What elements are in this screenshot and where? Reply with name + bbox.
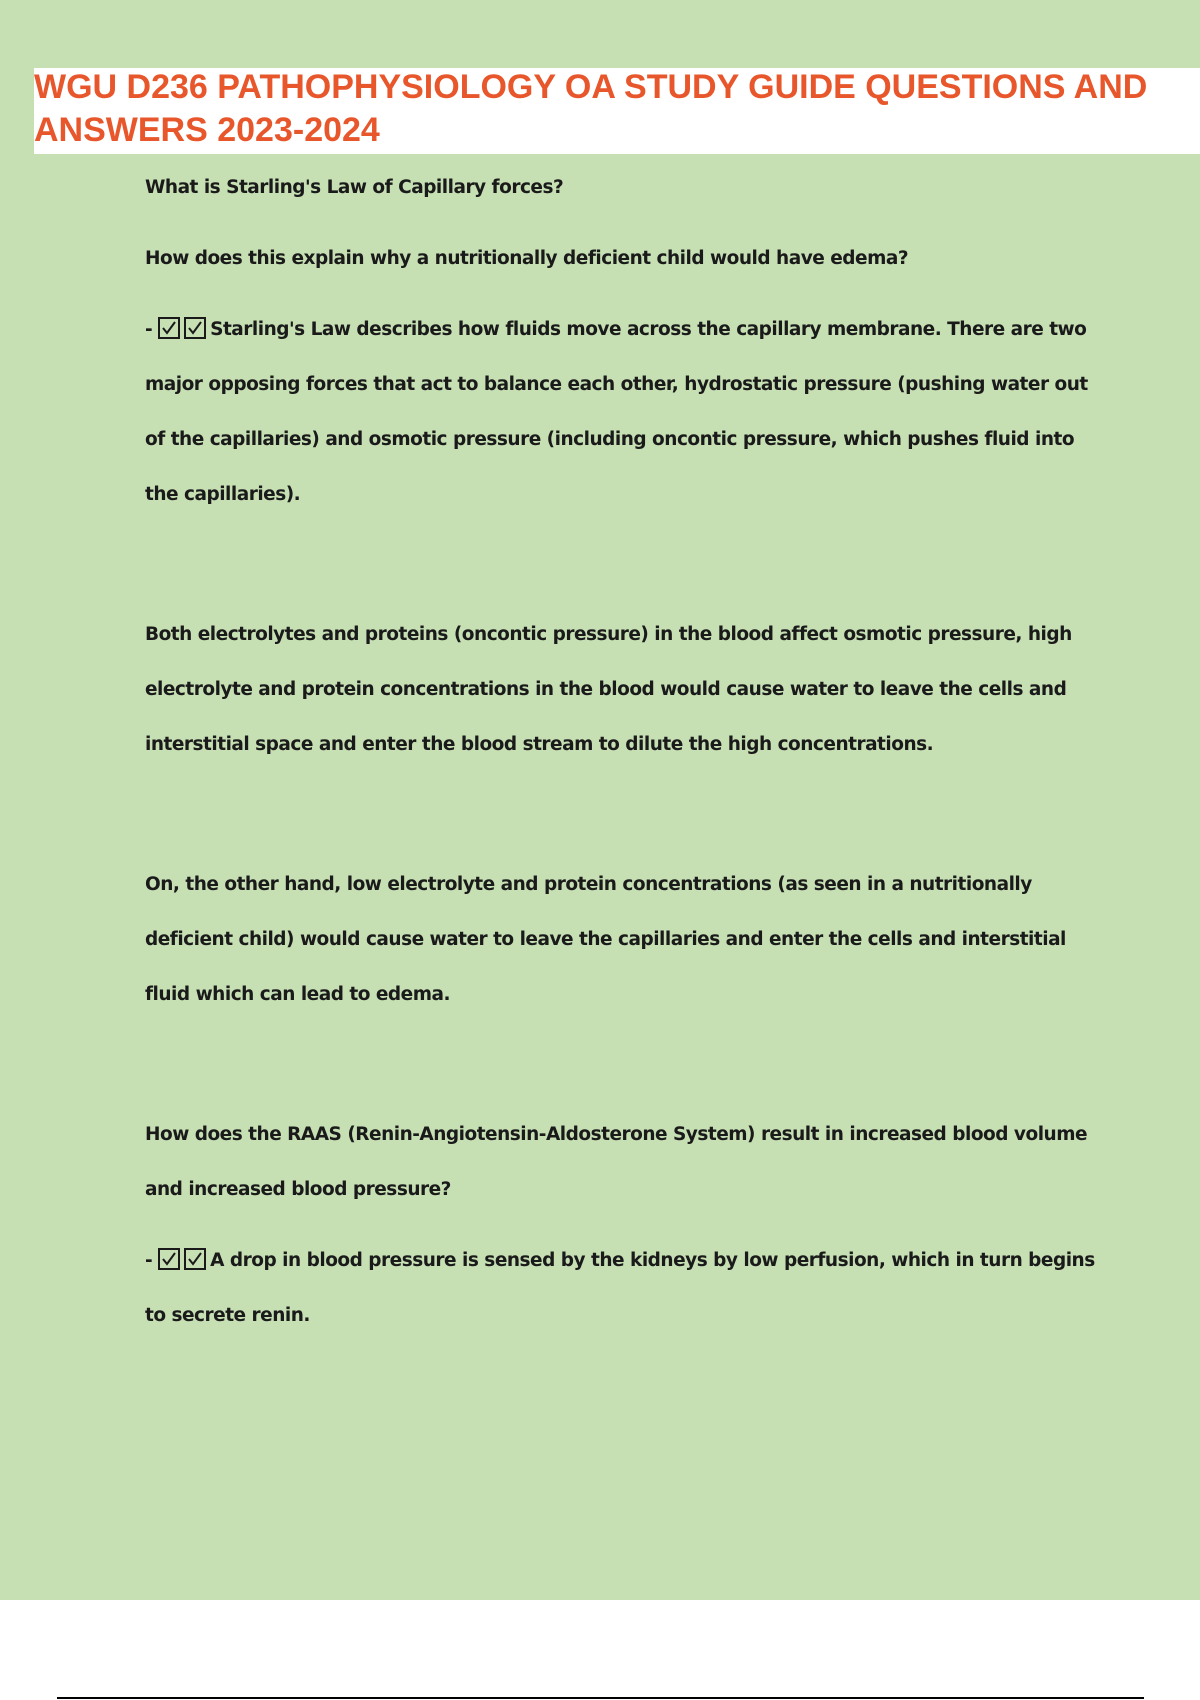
document-title: WGU D236 PATHOPHYSIOLOGY OA STUDY GUIDE QUESTIONS AND ANSWERS 2023-2024 [34,68,1148,149]
checkbox-checked-icon [158,317,180,339]
answer-2-paragraph-1 [145,1233,1095,1343]
checkbox-checked-icon [184,1248,206,1270]
question-2: How does the RAAS (Renin-Angiotensin-Aldosterone System) result in increased blood volume and increased blood pressure? [145,1124,1088,1200]
answer-1-paragraph-3: On, the other hand, low electrolyte and protein concentrations (as seen in a nutritionally deficient child) would cause water to leave the capillaries and enter the cells and interstitial fluid which can lead to edema. [145,874,1066,1005]
question-1-line-2: How does this explain why a nutritionally deficient child would have edema? [145,248,909,269]
question-1-line-1: What is Starling's Law of Capillary forces? [145,177,564,198]
answer-1-paragraph-1 [145,302,1095,522]
answer-prefix: - [145,319,153,340]
checkbox-checked-icon [158,1248,180,1270]
answer-1-text-1: Starling's Law describes how fluids move across the capillary membrane. There are two major opposing forces that act to balance each other, hydrostatic pressure (pushing water out of the capillaries) and osmotic pressure (including oncontic pressure, which pushes fluid into the capillaries). [145,319,1088,505]
document-body [145,160,1095,1343]
answer-2-text-1: A drop in blood pressure is sensed by the kidneys by low perfusion, which in turn begins to secrete renin. [145,1250,1095,1326]
answer-prefix: - [145,1250,153,1271]
footer-divider [57,1697,1144,1699]
answer-1-paragraph-2: Both electrolytes and proteins (oncontic pressure) in the blood affect osmotic pressure, high electrolyte and protein concentrations in the blood would cause water to leave the cells and interstitial space and enter the blood stream to dilute the high concentrations. [145,624,1072,755]
checkbox-checked-icon [184,317,206,339]
